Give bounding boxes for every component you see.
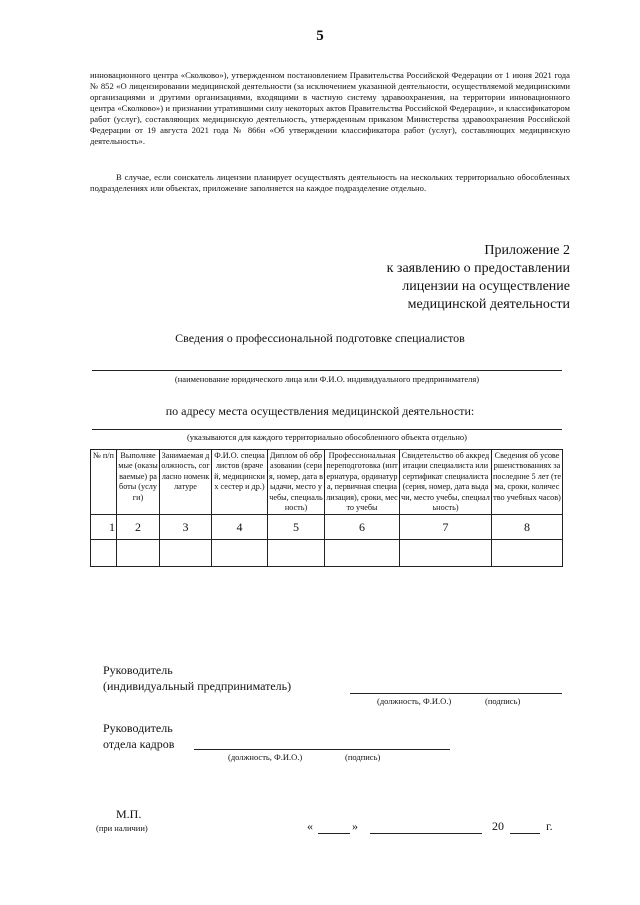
empty-cell	[268, 540, 325, 567]
number-cell: 3	[160, 515, 212, 540]
head-signature-line	[350, 693, 562, 694]
address-line	[92, 429, 562, 430]
stamp-label: М.П.	[116, 807, 142, 821]
header-cell: Диплом об образовании (серия, номер, дата выдачи, место учебы, специальность)	[268, 450, 325, 515]
date-quote-open: «	[307, 819, 313, 833]
date-year-line	[510, 833, 540, 834]
specialists-table	[90, 449, 563, 567]
appendix-line-3: лицензии на осуществление	[402, 279, 570, 294]
entity-name-caption: (наименование юридического лица или Ф.И.О. индивидуального предпринимателя)	[174, 374, 480, 384]
entity-name-line	[92, 370, 562, 371]
table-empty-row	[91, 540, 563, 567]
header-cell: Ф.И.О. специалистов (врачей, медицинских сестер и др.)	[212, 450, 268, 515]
number-cell: 2	[117, 515, 160, 540]
header-cell: Свидетельство об аккредитации специалиста или сертификат специалиста (серия, номер, дата выдачи, место учебы, специальность)	[400, 450, 492, 515]
stamp-note: (при наличии)	[96, 823, 148, 833]
hr-label-line-2: отдела кадров	[103, 737, 175, 751]
empty-cell	[160, 540, 212, 567]
document-title: Сведения о профессиональной подготовке специалистов	[175, 331, 465, 345]
hr-label-line-1: Руководитель	[103, 721, 173, 735]
empty-cell	[91, 540, 117, 567]
date-day-line	[318, 833, 350, 834]
header-cell: Выполняемые (оказываемые) работы (услуги)	[117, 450, 160, 515]
empty-cell	[117, 540, 160, 567]
table-number-row	[91, 515, 563, 540]
empty-cell	[212, 540, 268, 567]
header-cell: № п/п	[91, 450, 117, 515]
number-cell: 7	[400, 515, 492, 540]
date-year-prefix: 20	[492, 819, 504, 833]
paragraph-regulation: инновационного центра «Сколково»), утвержденном постановлением Правительства Российской Федерации от 1 июня 2021 года № 852 «О лицензировании медицинской деятельности (за исключением указанной деятельности, осуществляемой медицинскими организациями и другими организациями, входящими в частную систему здравоохранения, на территории инновационного центра «Сколково») и признании утратившими силу некоторых актов Правительства Российской Федерации», и классификатором работ (услуг), составляющих медицинскую деятельность, утвержденным приказом Министерства здравоохранения Российской Федерации от 19 августа 2021 года № 866н «Об утверждении классификатора работ (услуг), составляющих медицинскую деятельность».	[90, 70, 570, 146]
date-year-suffix: г.	[546, 819, 553, 833]
hr-position-caption: (должность, Ф.И.О.)	[228, 752, 303, 762]
page-number: 5	[316, 28, 324, 44]
head-label-line-2: (индивидуальный предприниматель)	[103, 679, 292, 693]
head-label-line-1: Руководитель	[103, 663, 173, 677]
appendix-label	[387, 242, 570, 314]
head-sign-caption: (подпись)	[485, 696, 521, 706]
header-cell: Занимаемая должность, согласно номенклатуре	[160, 450, 212, 515]
empty-cell	[492, 540, 563, 567]
number-cell: 1	[91, 515, 117, 540]
appendix-line-2: к заявлению о предоставлении	[386, 261, 570, 276]
head-signature-label	[103, 662, 291, 694]
hr-sign-caption: (подпись)	[345, 752, 381, 762]
table-header-row	[91, 450, 563, 515]
hr-signature-label	[103, 720, 174, 752]
appendix-line-4: медицинской деятельности	[407, 297, 570, 312]
head-position-caption: (должность, Ф.И.О.)	[377, 696, 452, 706]
date-quote-close: »	[352, 819, 358, 833]
number-cell: 5	[268, 515, 325, 540]
address-heading: по адресу места осуществления медицинской деятельности:	[165, 404, 475, 418]
hr-signature-line	[194, 749, 450, 750]
empty-cell	[325, 540, 400, 567]
paragraph-multiple-sites: В случае, если соискатель лицензии планирует осуществлять деятельность на нескольких территориально обособленных подразделениях или объектах, приложение заполняется на каждое подразделение отдельно.	[90, 172, 570, 193]
date-month-line	[370, 833, 482, 834]
number-cell: 6	[325, 515, 400, 540]
header-cell: Сведения об усовершенствованиях за последние 5 лет (тема, сроки, количество учебных часов)	[492, 450, 563, 515]
empty-cell	[400, 540, 492, 567]
header-cell: Профессиональная переподготовка (интернатура, ординатура, первичная специализация), сроки, место учебы	[325, 450, 400, 515]
appendix-line-1: Приложение 2	[484, 243, 570, 258]
number-cell: 8	[492, 515, 563, 540]
address-caption: (указываются для каждого территориально обособленного объекта отдельно)	[186, 432, 468, 442]
number-cell: 4	[212, 515, 268, 540]
